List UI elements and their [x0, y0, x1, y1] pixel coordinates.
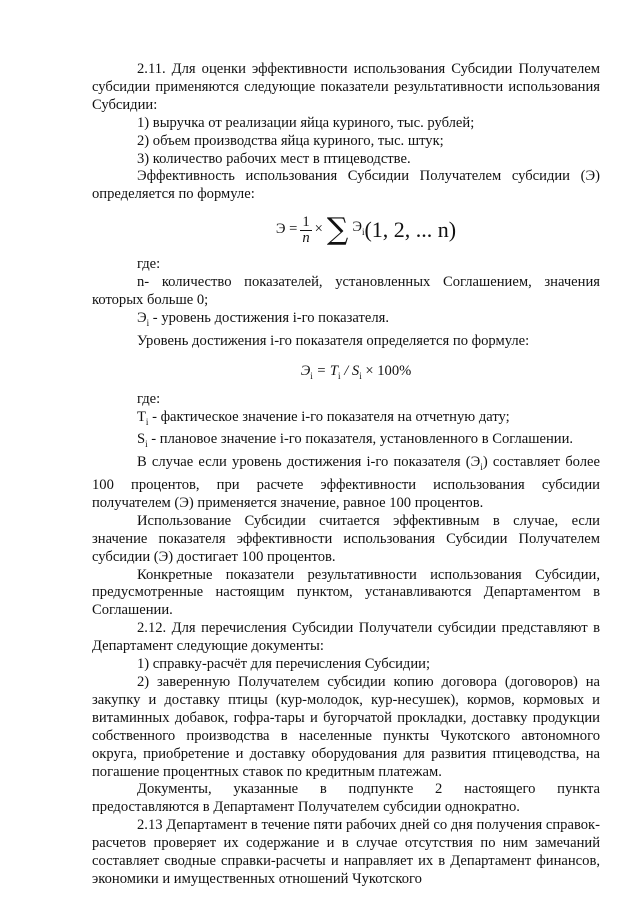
efficiency-formula	[132, 204, 600, 256]
paragraph-2-11: 2.11. Для оценки эффективности использования Субсидии Получателем субсидии применяются следующие показатели результативности использования Субсидии:	[92, 61, 600, 113]
fraction-denominator: n	[302, 229, 310, 246]
formula-fraction	[300, 215, 311, 246]
formula-lhs: Э =	[275, 221, 298, 238]
level-formula: $Э_i = T_i / S_i \times 100\%$	[300, 362, 412, 381]
fraction-numerator: 1	[302, 213, 310, 230]
formula-args: (1, 2, ... n)	[364, 217, 457, 243]
list-item: 1) справку-расчёт для перечисления Субсидии;	[137, 656, 431, 673]
efficiency-paragraph: Эффективность использования Субсидии Получателем субсидии (Э) определяется по формуле:	[92, 168, 600, 203]
ei-definition: $Э_i$ - уровень достижения i-го показателя.	[137, 309, 389, 328]
level-paragraph: Уровень достижения i-го показателя определяется по формуле:	[137, 332, 530, 349]
documents-paragraph: Документы, указанные в подпункте 2 настоящего пункта предоставляются в Департамент Получателем субсидии однократно.	[92, 781, 600, 816]
where-label: где:	[137, 256, 161, 273]
list-item: 2) объем производства яйца куриного, тыс. штук;	[137, 132, 444, 149]
paragraph-2-13: 2.13 Департамент в течение пяти рабочих дней со дня получения справок-расчетов проверяет их содержание и в случае отсутствия по ним замечаний составляет сводные справки-расчеты и направляет их в Департамент финансов, экономики и имущественных отношений Чукотского	[92, 817, 600, 887]
formula-term: $Э_i$	[352, 218, 365, 237]
list-item: 1) выручка от реализации яйца куриного, тыс. рублей;	[137, 114, 475, 131]
use-paragraph: Использование Субсидии считается эффективным в случае, если значение показателя эффективности использования Субсидии Получателем субсидии (Э) достигает 100 процентов.	[92, 512, 600, 565]
paragraph-2-12: 2.12. Для перечисления Субсидии Получатели субсидии представляют в Департамент следующие документы:	[92, 620, 600, 655]
document-page	[92, 61, 600, 889]
sum-sign: ∑	[326, 212, 349, 248]
where-label: где:	[137, 390, 161, 407]
ti-definition: $T_i$ - фактическое значение i-го показателя на отчетную дату;	[137, 408, 510, 427]
list-item: 2) заверенную Получателем субсидии копию договора (договоров) на закупку и доставку птицы (кур-молодок, кур-несушек), кормов, кормовых и витаминных добавок, гофра-тары и бугорчатой прокладки, доставку продукции собственного производства в населенные пункты Чукотского автономного округа, приобретение и доставку оборудования для развития птицеводства, на погашение процентных ставок по кредитным платежам.	[92, 674, 600, 780]
list-item: 3) количество рабочих мест в птицеводстве.	[137, 150, 411, 167]
concrete-paragraph: Конкретные показатели результативности использования Субсидии, предусмотренные настоящим пунктом, устанавливаются Департаментом в Соглашении.	[92, 566, 600, 619]
n-definition: n- количество показателей, установленных Соглашением, значения которых больше 0;	[92, 274, 600, 309]
case-paragraph: В случае если уровень достижения i-го показателя $(Э_i)$ составляет более 100 процентов, при расчете эффективности использования субсидии получателем (Э) применяется значение, равное 100 процентов.	[92, 454, 601, 511]
si-definition: $S_i$ - плановое значение i-го показателя, установленного в Соглашении.	[137, 431, 574, 450]
times-sign: ×	[314, 221, 323, 238]
